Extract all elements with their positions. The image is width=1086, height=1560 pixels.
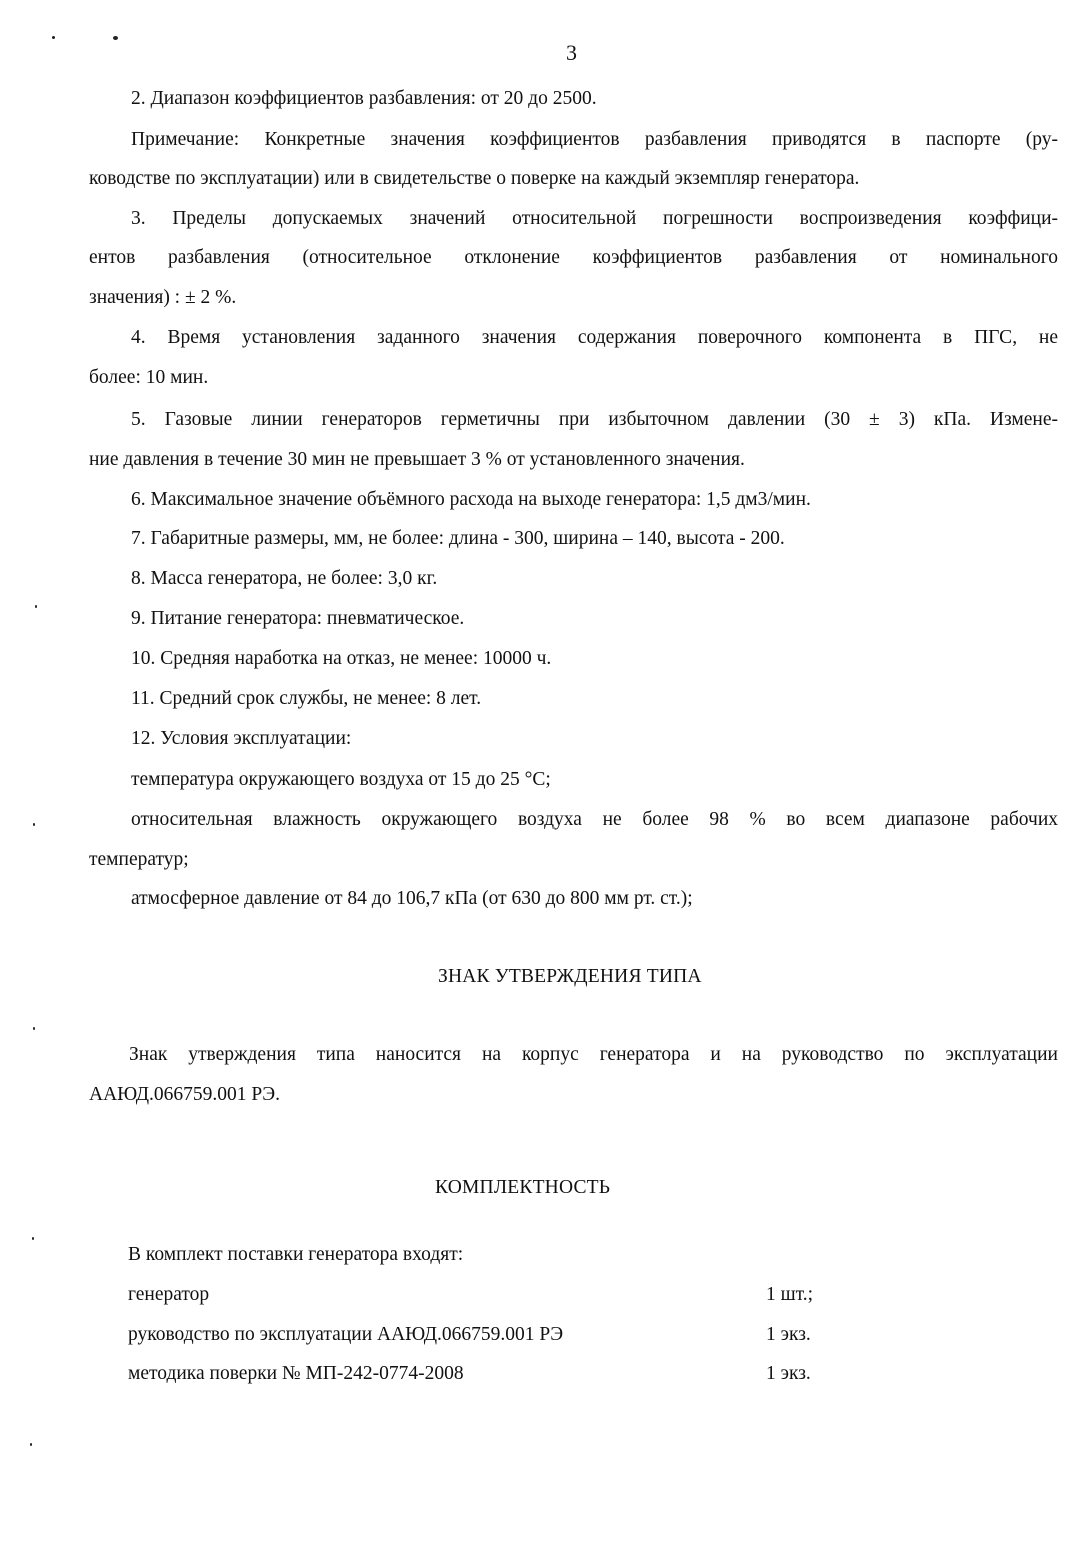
- completeness-item-name: методика поверки № МП-242-0774-2008: [128, 1363, 464, 1384]
- condition-humidity-line-2: температур;: [89, 849, 189, 870]
- spec-item-3-line-3: значения) : ± 2 %.: [89, 287, 237, 308]
- condition-temperature: температура окружающего воздуха от 15 до 25 °С;: [131, 769, 551, 790]
- spec-item-10: 10. Средняя наработка на отказ, не менее: 10000 ч.: [131, 648, 552, 669]
- spec-item-12: 12. Условия эксплуатации:: [131, 728, 352, 749]
- spec-item-3-text-2: ентов разбавления (относительное отклонение коэффициентов разбавления от номинального: [89, 247, 1058, 268]
- approval-mark-text-1: Знак утверждения типа наносится на корпус генератора и на руководство по эксплуатации: [129, 1044, 1058, 1065]
- spec-item-3-line-1: [131, 207, 1058, 231]
- scan-speck: [33, 823, 35, 826]
- approval-mark-text-line-2: ААЮД.066759.001 РЭ.: [89, 1084, 281, 1105]
- page-number: 3: [566, 40, 577, 65]
- completeness-item-qty: 1 экз.: [766, 1324, 811, 1345]
- condition-humidity-line-1: [131, 808, 1058, 832]
- spec-item-6: 6. Максимальное значение объёмного расхода на выходе генератора: 1,5 дм3/мин.: [131, 489, 811, 510]
- completeness-heading: КОМПЛЕКТНОСТЬ: [435, 1177, 611, 1198]
- completeness-intro: В комплект поставки генератора входят:: [128, 1244, 464, 1265]
- spec-item-5-line-2: ние давления в течение 30 мин не превышает 3 % от установленного значения.: [89, 449, 745, 470]
- approval-mark-text-line-1: [129, 1043, 1058, 1067]
- condition-humidity-text-1: относительная влажность окружающего воздуха не более 98 % во всем диапазоне рабочих: [131, 809, 1058, 830]
- spec-item-8: 8. Масса генератора, не более: 3,0 кг.: [131, 568, 438, 589]
- condition-pressure: атмосферное давление от 84 до 106,7 кПа (от 630 до 800 мм рт. ст.);: [131, 888, 693, 909]
- approval-mark-heading: ЗНАК УТВЕРЖДЕНИЯ ТИПА: [438, 966, 702, 987]
- spec-item-4-text-1: 4. Время установления заданного значения содержания поверочного компонента в ПГС, не: [131, 327, 1058, 348]
- scan-speck: [30, 1443, 32, 1446]
- note-line-1: [131, 128, 1058, 152]
- scan-speck: [35, 605, 37, 608]
- note-text-1: Примечание: Конкретные значения коэффициентов разбавления приводятся в паспорте (ру-: [131, 129, 1058, 150]
- completeness-item-name: руководство по эксплуатации ААЮД.066759.001 РЭ: [128, 1324, 564, 1345]
- scan-speck: [113, 36, 118, 40]
- completeness-item-qty: 1 шт.;: [766, 1284, 813, 1305]
- spec-item-5-text-1: 5. Газовые линии генераторов герметичны при избыточном давлении (30 ± 3) кПа. Измене-: [131, 409, 1058, 430]
- spec-item-3-line-2: [89, 246, 1058, 270]
- spec-item-9: 9. Питание генератора: пневматическое.: [131, 608, 465, 629]
- spec-item-7: 7. Габаритные размеры, мм, не более: длина - 300, ширина – 140, высота - 200.: [131, 528, 785, 549]
- note-line-2: ководстве по эксплуатации) или в свидетельстве о поверке на каждый экземпляр генератора.: [89, 168, 860, 189]
- spec-item-3-text-1: 3. Пределы допускаемых значений относительной погрешности воспроизведения коэффици-: [131, 208, 1058, 229]
- spec-item-4-line-2: более: 10 мин.: [89, 367, 209, 388]
- completeness-item-qty: 1 экз.: [766, 1363, 811, 1384]
- scan-speck: [52, 36, 55, 39]
- spec-item-4-line-1: [131, 326, 1058, 350]
- spec-item-11: 11. Средний срок службы, не менее: 8 лет.: [131, 688, 482, 709]
- completeness-item-name: генератор: [128, 1284, 210, 1305]
- scan-speck: [32, 1237, 34, 1240]
- spec-item-2: 2. Диапазон коэффициентов разбавления: от 20 до 2500.: [131, 88, 597, 109]
- scan-speck: [33, 1027, 35, 1030]
- spec-item-5-line-1: [131, 408, 1058, 432]
